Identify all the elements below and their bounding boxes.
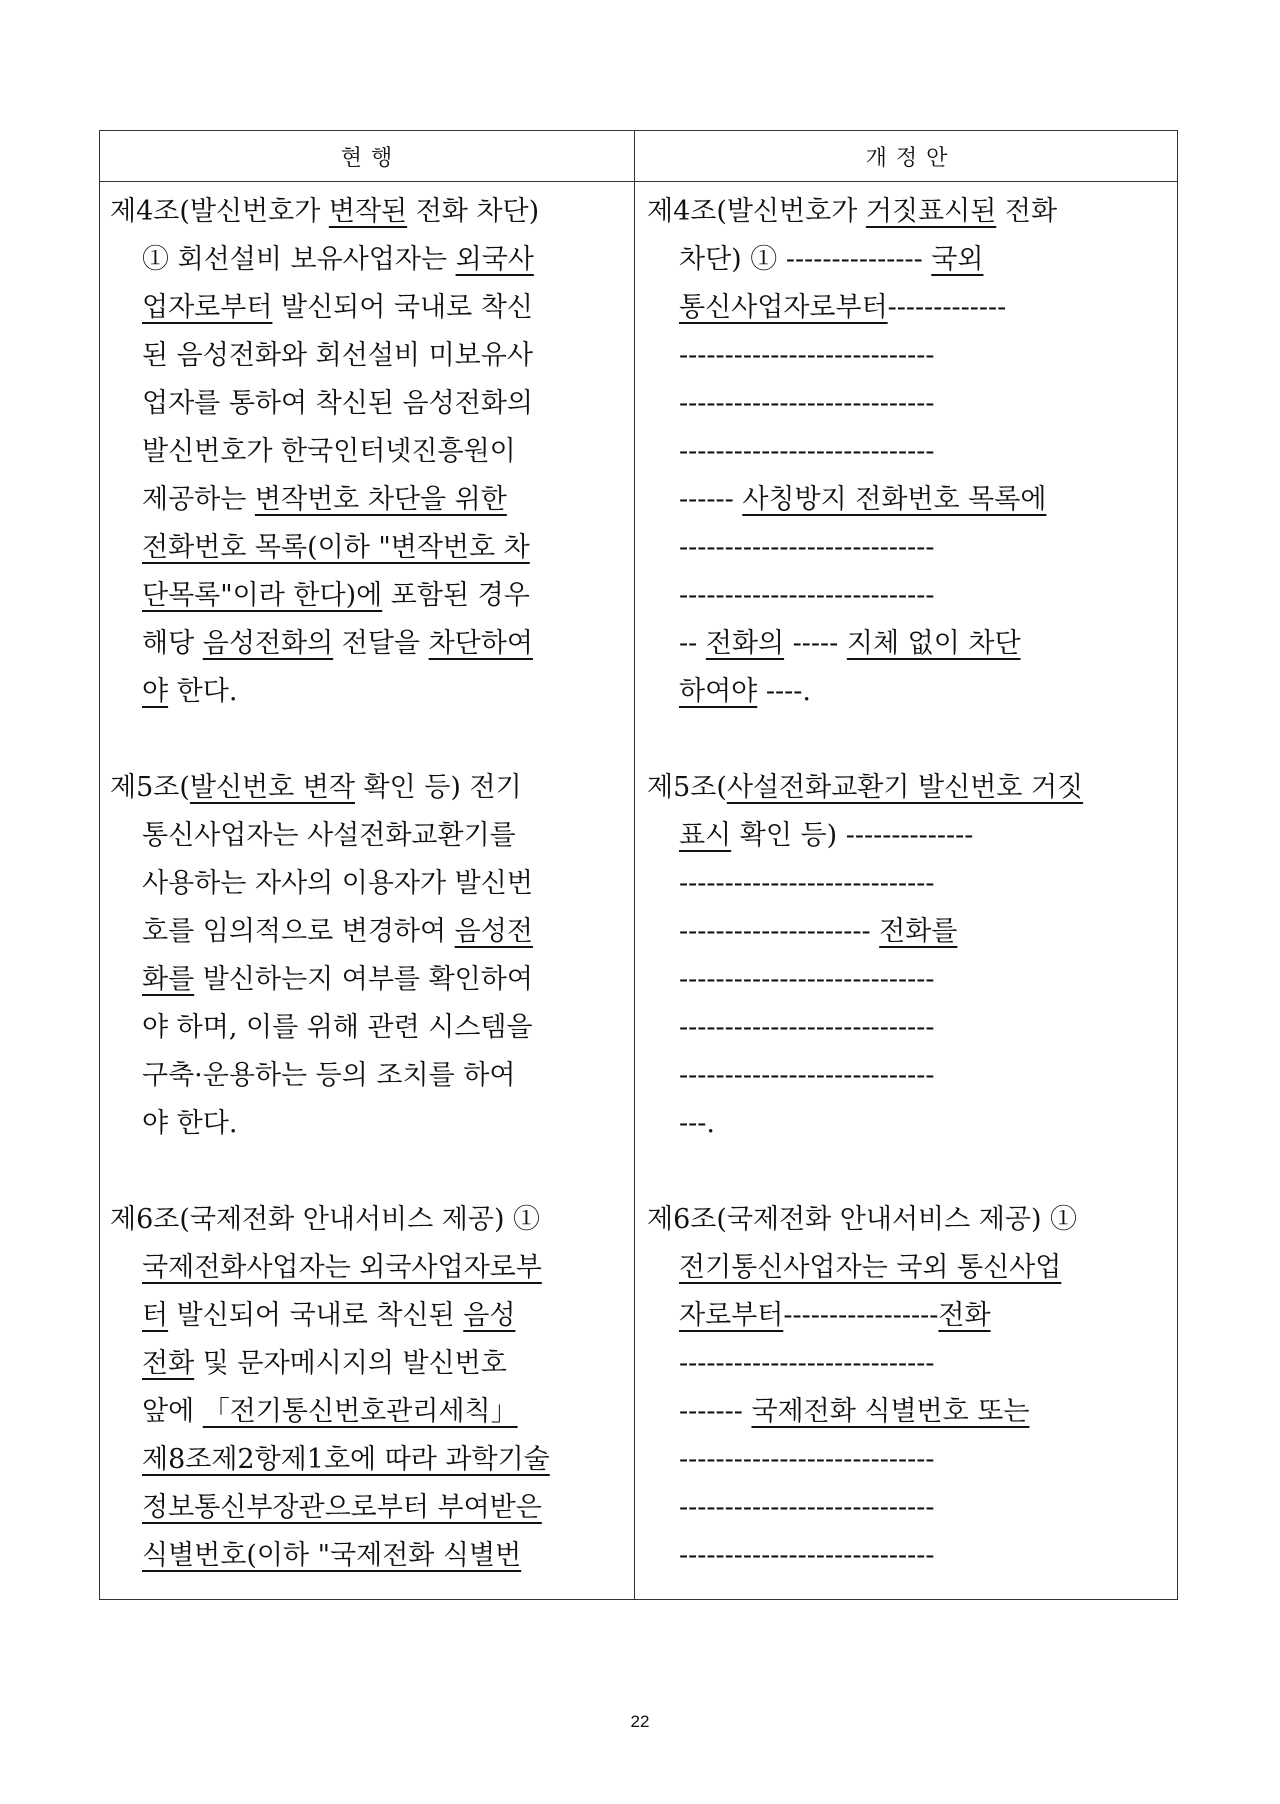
- text-segment: 포함된 경우: [382, 580, 530, 611]
- proposed-article-6: [647, 1196, 1169, 1580]
- text-segment: 전화 차단): [407, 196, 540, 227]
- comparison-table: [99, 130, 1178, 1600]
- text-segment: 야 한다.: [142, 1108, 238, 1139]
- text-segment: 된 음성전화와 회선설비 미보유사: [142, 340, 533, 371]
- text-line: [647, 332, 1169, 380]
- proposed-article-4: [647, 188, 1169, 716]
- text-line: [647, 1388, 1169, 1436]
- text-segment: ----------------------------: [679, 964, 935, 995]
- underlined-text: 음성전: [454, 916, 533, 947]
- underlined-text: 통신사업자로부터: [679, 292, 888, 323]
- text-line: [647, 1244, 1169, 1292]
- text-line: [647, 812, 1169, 860]
- text-segment: ----------------------------: [679, 1012, 935, 1043]
- text-segment: ----------------------------: [679, 1540, 935, 1571]
- header-current: 현 행: [340, 145, 394, 171]
- text-segment: ----------------------------: [679, 388, 935, 419]
- text-segment: ----------------------------: [679, 1348, 935, 1379]
- text-line: [647, 1484, 1169, 1532]
- text-segment: -----------------: [783, 1300, 939, 1331]
- text-line: [647, 908, 1169, 956]
- underlined-text: 자로부터: [679, 1300, 784, 1331]
- underlined-text: 차단하여: [428, 628, 533, 659]
- text-line: [110, 1052, 625, 1100]
- text-segment: -----: [784, 628, 847, 659]
- text-segment: ---------------------: [679, 916, 880, 947]
- text-line: [110, 236, 625, 284]
- text-line: [647, 236, 1169, 284]
- text-segment: ----------------------------: [679, 1444, 935, 1475]
- text-line: [647, 284, 1169, 332]
- text-line: [110, 428, 625, 476]
- underlined-text: 거짓표시된: [865, 196, 997, 227]
- text-line: [110, 332, 625, 380]
- current-article-4: [110, 188, 625, 716]
- text-line: [110, 812, 625, 860]
- underlined-text: 야: [142, 676, 169, 707]
- text-segment: ---.: [679, 1108, 715, 1139]
- column-divider: [634, 131, 635, 1599]
- text-line: [110, 1292, 625, 1340]
- underlined-text: 식별번호(이하 "국제전화 식별번: [142, 1540, 522, 1571]
- text-segment: 제4조(발신번호가: [110, 196, 329, 227]
- underlined-text: 표시: [679, 820, 732, 851]
- text-line: [110, 620, 625, 668]
- text-line: [110, 188, 625, 236]
- text-line: [647, 1004, 1169, 1052]
- text-line: [110, 380, 625, 428]
- underlined-text: 화를: [142, 964, 195, 995]
- underlined-text: 「전기통신번호관리세칙」: [202, 1396, 518, 1427]
- underlined-text: 사칭방지 전화번호 목록에: [742, 484, 1047, 515]
- current-article-6: [110, 1196, 625, 1580]
- text-line: [110, 1244, 625, 1292]
- text-line: [647, 1052, 1169, 1100]
- text-segment: 발신되어 국내로 착신: [272, 292, 533, 323]
- underlined-text: 전화: [938, 1300, 991, 1331]
- text-line: [110, 524, 625, 572]
- text-segment: 발신되어 국내로 착신된: [168, 1300, 464, 1331]
- text-line: [110, 908, 625, 956]
- text-segment: 제공하는: [142, 484, 255, 515]
- underlined-text: 업자로부터: [142, 292, 273, 323]
- text-line: [647, 860, 1169, 908]
- text-segment: 제5조(: [110, 772, 190, 803]
- text-segment: ----------------------------: [679, 1492, 935, 1523]
- text-segment: 및 문자메시지의 발신번호: [194, 1348, 507, 1379]
- text-line: [110, 860, 625, 908]
- text-line: [647, 1340, 1169, 1388]
- text-segment: ----------------------------: [679, 532, 935, 563]
- text-line: [110, 1340, 625, 1388]
- text-segment: 야 하며, 이를 위해 관련 시스템을: [142, 1012, 533, 1043]
- underlined-text: 사설전화교환기 발신번호 거짓: [726, 772, 1084, 803]
- text-line: [110, 1532, 625, 1580]
- underlined-text: 하여야: [679, 676, 758, 707]
- text-line: [110, 284, 625, 332]
- text-segment: 확인 등) --------------: [731, 820, 974, 851]
- underlined-text: 변작번호 차단을 위한: [254, 484, 507, 515]
- text-line: [647, 620, 1169, 668]
- text-segment: ------: [679, 484, 743, 515]
- underlined-text: 전기통신사업자는 국외 통신사업: [679, 1252, 1062, 1283]
- text-segment: 해당: [142, 628, 203, 659]
- page-number: 22: [630, 1712, 650, 1731]
- text-segment: 호를 임의적으로 변경하여: [142, 916, 455, 947]
- text-line: [110, 1388, 625, 1436]
- text-segment: 제4조(발신번호가: [647, 196, 866, 227]
- text-line: [647, 428, 1169, 476]
- underlined-text: 터: [142, 1300, 169, 1331]
- text-line: [110, 1484, 625, 1532]
- text-segment: ----------------------------: [679, 1060, 935, 1091]
- text-segment: ----------------------------: [679, 340, 935, 371]
- text-segment: -------------: [887, 292, 1007, 323]
- underlined-text: 국제전화 식별번호 또는: [751, 1396, 1030, 1427]
- text-line: [647, 380, 1169, 428]
- text-segment: 차단) ① ---------------: [679, 244, 932, 275]
- text-segment: 제6조(국제전화 안내서비스 제공) ①: [647, 1204, 1078, 1235]
- text-segment: 발신번호가 한국인터넷진흥원이: [142, 436, 516, 467]
- underlined-text: 음성: [463, 1300, 516, 1331]
- text-line: [647, 1436, 1169, 1484]
- text-segment: 제5조(: [647, 772, 727, 803]
- text-line: [110, 476, 625, 524]
- underlined-text: 지체 없이 차단: [846, 628, 1021, 659]
- text-line: [110, 1196, 625, 1244]
- text-segment: 업자를 통하여 착신된 음성전화의: [142, 388, 533, 419]
- text-line: [110, 1436, 625, 1484]
- text-segment: 사용하는 자사의 이용자가 발신번: [142, 868, 533, 899]
- underlined-text: 외국사: [455, 244, 534, 275]
- underlined-text: 단목록"이라 한다)에: [142, 580, 383, 611]
- text-segment: ① 회선설비 보유사업자는: [142, 244, 456, 275]
- text-line: [647, 956, 1169, 1004]
- proposed-article-5: [647, 764, 1169, 1148]
- underlined-text: 변작된: [328, 196, 408, 227]
- text-line: [110, 956, 625, 1004]
- current-column: [110, 182, 625, 1580]
- current-article-5: [110, 764, 625, 1148]
- underlined-text: 음성전화의: [202, 628, 334, 659]
- text-line: [647, 1292, 1169, 1340]
- text-line: [647, 1196, 1169, 1244]
- underlined-text: 전화를: [879, 916, 958, 947]
- text-line: [647, 1532, 1169, 1580]
- text-line: [647, 524, 1169, 572]
- underlined-text: 국제전화사업자는 외국사업자로부: [142, 1252, 542, 1283]
- text-line: [647, 476, 1169, 524]
- underlined-text: 전화: [142, 1348, 195, 1379]
- text-segment: 전달을: [333, 628, 429, 659]
- text-segment: 전화: [996, 196, 1058, 227]
- header-proposed: 개 정 안: [865, 145, 949, 171]
- text-line: [110, 1100, 625, 1148]
- text-segment: ----------------------------: [679, 436, 935, 467]
- text-segment: 발신하는지 여부를 확인하여: [194, 964, 533, 995]
- underlined-text: 국외: [931, 244, 984, 275]
- text-segment: --: [679, 628, 706, 659]
- underlined-text: 전화의: [705, 628, 785, 659]
- text-line: [110, 668, 625, 716]
- text-segment: 통신사업자는 사설전화교환기를: [142, 820, 516, 851]
- text-line: [647, 668, 1169, 716]
- underlined-text: 전화번호 목록(이하 "변작번호 차: [142, 532, 530, 563]
- text-line: [110, 764, 625, 812]
- text-line: [647, 572, 1169, 620]
- text-line: [110, 1004, 625, 1052]
- text-segment: ----------------------------: [679, 580, 935, 611]
- text-segment: 확인 등) 전기: [354, 772, 522, 803]
- text-segment: -------: [679, 1396, 752, 1427]
- text-segment: 제6조(국제전화 안내서비스 제공) ①: [110, 1204, 541, 1235]
- text-line: [110, 572, 625, 620]
- text-segment: 한다.: [168, 676, 238, 707]
- underlined-text: 제8조제2항제1호에 따라 과학기술: [142, 1444, 550, 1475]
- text-segment: ----------------------------: [679, 868, 935, 899]
- text-segment: ----.: [757, 676, 811, 707]
- underlined-text: 정보통신부장관으로부터 부여받은: [142, 1492, 542, 1523]
- text-line: [647, 764, 1169, 812]
- text-line: [647, 188, 1169, 236]
- proposed-column: [647, 182, 1169, 1580]
- text-segment: 구축·운용하는 등의 조치를 하여: [142, 1060, 516, 1091]
- underlined-text: 발신번호 변작: [189, 772, 355, 803]
- text-line: [647, 1100, 1169, 1148]
- text-segment: 앞에: [142, 1396, 203, 1427]
